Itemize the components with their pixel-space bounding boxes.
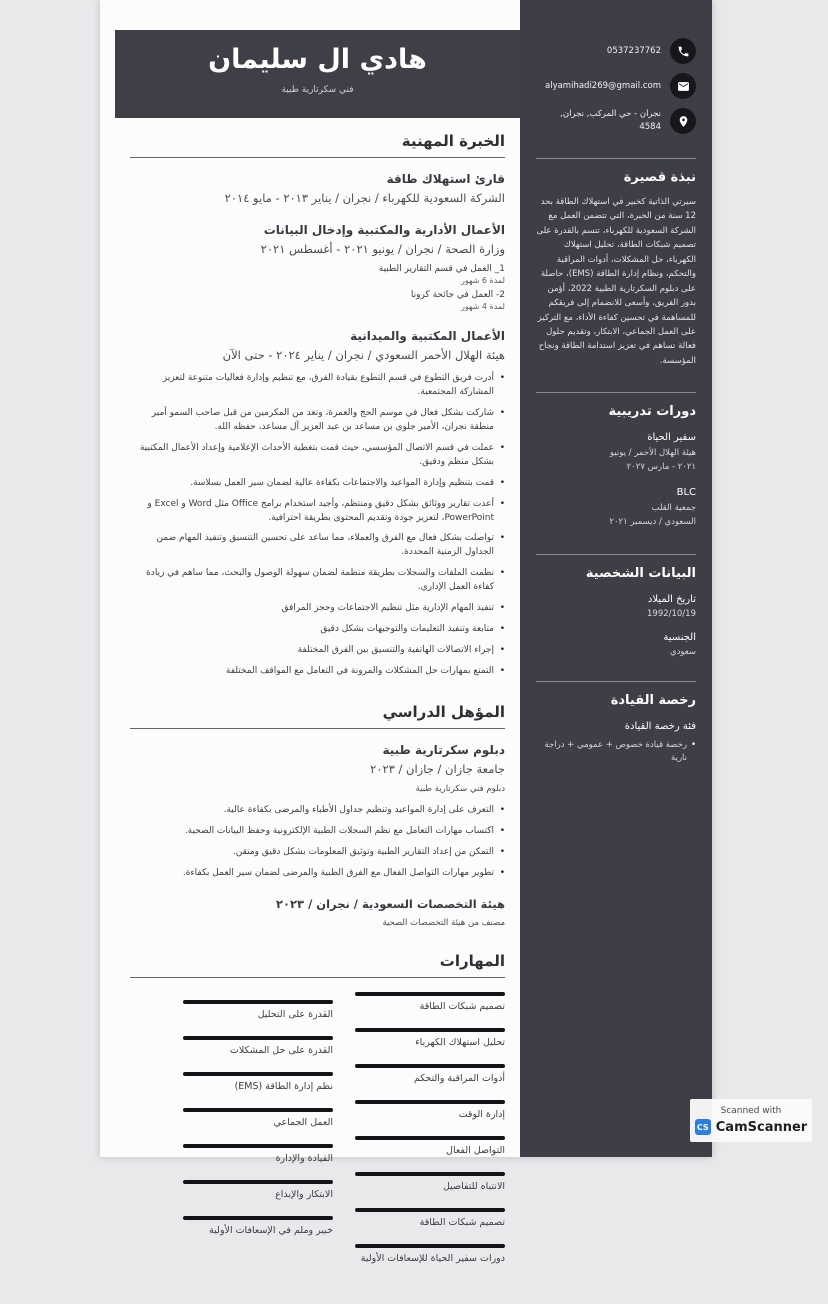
skill-label: خبير وملم في الإسعافات الأولية bbox=[209, 1224, 333, 1236]
summary-text: سيرتي الذاتية كخبير في استهلاك الطاقة بحد 12 سنة من الخبرة، التي تتضمن العمل مع الشركة السعودية للكهرباء، تتسم بالقدرة على تصميم شبكات الطاقة، تحليل استهلاك الكهرباء، حل المشكلات، أدوات المراقبة والتحكم، ونظام إدارة الطاقة (EMS)، حاصلة على دبلوم السكرتارية الطبية 2022، أؤمن بدور الفريق، وأسعى للانضمام إلى فريقكم للمساهمة في تحسين كفاءة الأداء، مع التركيز على العمل الجماعي، الابتكار، وتقديم حلول فعالة تساهم في تعزيز استدامة الطاقة ونجاح المؤسسة. bbox=[536, 197, 696, 366]
field-label: تاريخ الميلاد bbox=[647, 593, 696, 605]
skill-bar bbox=[355, 1028, 505, 1032]
skill-bar bbox=[183, 1036, 333, 1040]
skill-item bbox=[355, 1208, 505, 1228]
contact-email-row bbox=[536, 73, 696, 99]
license-title: رخصة القيادة bbox=[610, 692, 696, 708]
skill-label: تحليل استهلاك الكهرباء bbox=[415, 1036, 505, 1048]
job-note: 1_ العمل في قسم التقارير الطبية bbox=[378, 264, 505, 274]
camscanner-prefix: Scanned with bbox=[720, 1106, 782, 1116]
education-bullet: • التمكن من إعداد التقارير الطبية وتوثيق المعلومات بشكل دقيق ومتقن. bbox=[130, 846, 505, 860]
education-bullet: • اكتساب مهارات التعامل مع نظم السجلات الطبية الإلكترونية وحفظ البيانات الصحية. bbox=[130, 825, 505, 839]
course-item bbox=[536, 487, 696, 529]
skill-bar bbox=[183, 1216, 333, 1220]
camscanner-brand: CamScanner bbox=[715, 1119, 808, 1135]
job-role: قارئ استهلاك طاقة bbox=[386, 172, 505, 186]
camscanner-logo-icon: CS bbox=[695, 1119, 711, 1135]
job-note: 2- العمل في جائحة كرونا bbox=[410, 290, 505, 300]
contact-block bbox=[536, 38, 696, 134]
resume-main-column bbox=[130, 0, 505, 1304]
experience-entry bbox=[130, 172, 505, 205]
skill-item bbox=[183, 1036, 333, 1056]
job-role: الأعمال الأدارية والمكتبية وإدخال البيانات bbox=[263, 223, 505, 237]
address-line-2: 4584 bbox=[639, 122, 661, 132]
candidate-job-title: فني سكرتارية طبية bbox=[281, 85, 354, 95]
skill-label: القيادة والإدارة bbox=[275, 1152, 333, 1164]
email-address: alyamihadi269@gmail.com bbox=[545, 80, 661, 91]
address-line-1: نجران - حي المركب, نجران, bbox=[560, 109, 661, 120]
certification-note: مصنف من هيئة التخصصات الصحية bbox=[382, 917, 505, 928]
skill-label: نظم إدارة الطاقة (EMS) bbox=[234, 1080, 333, 1092]
skill-bar bbox=[355, 1100, 505, 1104]
section-education bbox=[130, 703, 505, 928]
experience-bullet: • متابعة وتنفيذ التعليمات والتوجيهات بشكل دقيق bbox=[130, 623, 505, 637]
skill-label: القدرة على حل المشكلات bbox=[229, 1044, 333, 1056]
experience-bullet: • التمتع بمهارات حل المشكلات والمرونة في التعامل مع المواقف المختلفة bbox=[130, 665, 505, 679]
job-note-duration: لمدة 4 شهور bbox=[460, 302, 505, 311]
experience-bullet-list bbox=[130, 372, 505, 679]
course-dates: ٢٠٢١ - مارس ٢٠٢٧ bbox=[626, 461, 696, 472]
skill-bar bbox=[183, 1180, 333, 1184]
contact-address-row bbox=[536, 108, 696, 134]
course-dates: السعودي / ديسمبر ٢٠٢١ bbox=[609, 517, 696, 528]
job-org-dates: وزارة الصحة / نجران / يونيو ٢٠٢١ - أغسطس ٢٠٢١ bbox=[260, 242, 505, 256]
skill-label: تصميم شبكات الطاقة bbox=[419, 1000, 505, 1012]
course-org: هيئة الهلال الأحمر / يونيو bbox=[609, 448, 696, 459]
skill-bar bbox=[355, 1244, 505, 1248]
skills-column-left bbox=[183, 1000, 333, 1280]
skill-bar bbox=[355, 992, 505, 996]
experience-bullet: • تواصلت بشكل فعال مع الفرق والعملاء، مما ساعد على تحسين التنسيق وتنفيذ المهام ضمن الجداول الزمنية المحددة. bbox=[130, 532, 505, 560]
personal-field bbox=[536, 632, 696, 657]
license-category-label: فئة رخصة القيادة bbox=[624, 720, 696, 732]
skill-label: إدارة الوقت bbox=[458, 1108, 505, 1120]
field-value: سعودي bbox=[669, 646, 696, 657]
experience-bullet: • أدرت فريق التطوع في قسم التطوع بقيادة الفرق، مع تنظيم وإدارة فعاليات متنوعة لتعزيز المشاركة المجتمعية. bbox=[130, 372, 505, 400]
course-item bbox=[536, 432, 696, 474]
skill-item bbox=[355, 1064, 505, 1084]
skill-item bbox=[355, 1244, 505, 1264]
degree-note: دبلوم فني سكرتارية طبية bbox=[415, 783, 505, 794]
skills-grid bbox=[130, 992, 505, 1280]
phone-icon bbox=[670, 38, 696, 64]
job-notes bbox=[130, 264, 505, 311]
education-entry bbox=[130, 743, 505, 928]
job-org-dates: هيئة الهلال الأحمر السعودي / نجران / يناير ٢٠٢٤ - حتى الآن bbox=[222, 348, 505, 362]
phone-number: 0537237762 bbox=[606, 45, 661, 56]
skills-column-right bbox=[355, 992, 505, 1280]
skill-bar bbox=[355, 1064, 505, 1068]
skill-item bbox=[355, 1172, 505, 1192]
skill-bar bbox=[183, 1000, 333, 1004]
sidebar bbox=[520, 0, 712, 1157]
experience-bullet: • أعدت تقارير ووثائق بشكل دقيق ومنتظم، وأجيد استخدام برامج Office مثل Word و Excel و PowerPoint، لتعزيز جودة وتقديم المحتوى بطريقة احترافية. bbox=[130, 498, 505, 526]
skill-item bbox=[183, 1144, 333, 1164]
envelope-icon bbox=[670, 73, 696, 99]
skill-bar bbox=[183, 1108, 333, 1112]
skill-item bbox=[355, 992, 505, 1012]
section-experience bbox=[130, 132, 505, 679]
camscanner-brand-row bbox=[695, 1119, 807, 1135]
skill-label: التواصل الفعال bbox=[446, 1144, 505, 1156]
skill-item bbox=[355, 1028, 505, 1048]
skill-bar bbox=[355, 1136, 505, 1140]
courses-title: دورات تدريبية bbox=[608, 404, 696, 420]
job-role: الأعمال المكتبية والميدانية bbox=[350, 329, 505, 343]
experience-bullet: • تنفيذ المهام الإدارية مثل تنظيم الاجتماعات وحجز المرافق bbox=[130, 602, 505, 616]
degree-org-dates: جامعة جازان / جازان / ٢٠٢٣ bbox=[370, 761, 505, 776]
experience-bullet: • عملت في قسم الاتصال المؤسسي، حيث قمت بتغطية الأحداث الإعلامية وإعداد الأعمال المكتبية بشكل منظم ودقيق. bbox=[130, 442, 505, 470]
skill-bar bbox=[355, 1172, 505, 1176]
skill-label: أدوات المراقبة والتحكم bbox=[413, 1072, 505, 1084]
education-bullet: • التعرف على إدارة المواعيد وتنظيم جداول الأطباء والمرضى بكفاءة عالية. bbox=[130, 804, 505, 818]
field-value: 1992/10/19 bbox=[647, 608, 696, 619]
skill-bar bbox=[355, 1208, 505, 1212]
education-bullet-list bbox=[130, 804, 505, 881]
certification-org: هيئة التخصصات السعودية / نجران / ٢٠٢٣ bbox=[276, 896, 505, 911]
license-category-value: • رخصة قيادة خصوص + عمومي + دراجة نارية bbox=[536, 739, 696, 766]
skill-item bbox=[183, 1108, 333, 1128]
skill-item bbox=[183, 1180, 333, 1200]
education-bullet: • تطوير مهارات التواصل الفعال مع الفرق الطبية والمرضى لضمان سير العمل بكفاءة. bbox=[130, 867, 505, 881]
candidate-name: هادي ال سليمان bbox=[208, 44, 427, 75]
course-org: جمعية القلب bbox=[651, 503, 696, 514]
skills-section-title: المهارات bbox=[130, 952, 505, 978]
skill-item bbox=[183, 1216, 333, 1236]
location-pin-icon bbox=[670, 108, 696, 134]
sidebar-section-personal bbox=[536, 554, 696, 657]
degree-name: دبلوم سكرتارية طبية bbox=[382, 742, 505, 757]
personal-data-title: البيانات الشخصية bbox=[585, 565, 696, 581]
skill-bar bbox=[183, 1072, 333, 1076]
experience-entry bbox=[130, 329, 505, 679]
skill-item bbox=[355, 1136, 505, 1156]
summary-title: نبذة قصيرة bbox=[623, 170, 696, 185]
field-label: الجنسية bbox=[663, 631, 696, 643]
skill-label: العمل الجماعي bbox=[273, 1116, 333, 1128]
course-name: سفير الحياة bbox=[647, 432, 696, 444]
skill-bar bbox=[183, 1144, 333, 1148]
resume-page bbox=[100, 0, 712, 1264]
experience-bullet: • قمت بتنظيم وإدارة المواعيد والاجتماعات بكفاءة عالية لضمان سير العمل بسلاسة. bbox=[130, 477, 505, 491]
job-org-dates: الشركة السعودية للكهرباء / نجران / يناير ٢٠١٣ - مايو ٢٠١٤ bbox=[224, 191, 505, 205]
skill-label: الانتباه للتفاصيل bbox=[442, 1180, 505, 1192]
sidebar-section-summary bbox=[536, 158, 696, 368]
education-section-title: المؤهل الدراسي bbox=[130, 703, 505, 729]
camscanner-badge bbox=[690, 1099, 812, 1142]
course-name: BLC bbox=[676, 487, 696, 499]
skill-label: القدرة على التحليل bbox=[257, 1008, 333, 1020]
contact-phone-row bbox=[536, 38, 696, 64]
sidebar-section-license bbox=[536, 681, 696, 766]
skill-label: دورات سفير الحياة للإسعافات الأولية bbox=[360, 1252, 505, 1264]
license-field bbox=[536, 721, 696, 766]
address-text bbox=[536, 108, 661, 134]
experience-entry bbox=[130, 223, 505, 311]
skill-item bbox=[183, 1000, 333, 1020]
job-note-duration: لمدة 6 شهور bbox=[460, 276, 505, 285]
resume-header bbox=[115, 30, 520, 118]
sidebar-section-courses bbox=[536, 392, 696, 529]
experience-section-title: الخبرة المهنية bbox=[130, 132, 505, 158]
section-skills bbox=[130, 952, 505, 1280]
personal-field bbox=[536, 594, 696, 619]
experience-bullet: • نظمت الملفات والسجلات بطريقة منظمة لضمان سهولة الوصول والبحث، مما ساهم في زيادة كفاءة العمل الإداري. bbox=[130, 567, 505, 595]
experience-bullet: • شاركت بشكل فعال في موسم الحج والعمرة، وتعد من المكرمين من قبل صاحب السمو أمير منطقة نجران، الأمير جلوي بن مساعد بن عبد العزيز آل مساعد، حفظه الله. bbox=[130, 407, 505, 435]
skill-label: الابتكار والإبداع bbox=[275, 1188, 333, 1200]
skill-item bbox=[183, 1072, 333, 1092]
skill-item bbox=[355, 1100, 505, 1120]
skill-label: تصميم شبكات الطاقة bbox=[419, 1216, 505, 1228]
experience-bullet: • إجراء الاتصالات الهاتفية والتنسيق بين الفرق المختلفة bbox=[130, 644, 505, 658]
